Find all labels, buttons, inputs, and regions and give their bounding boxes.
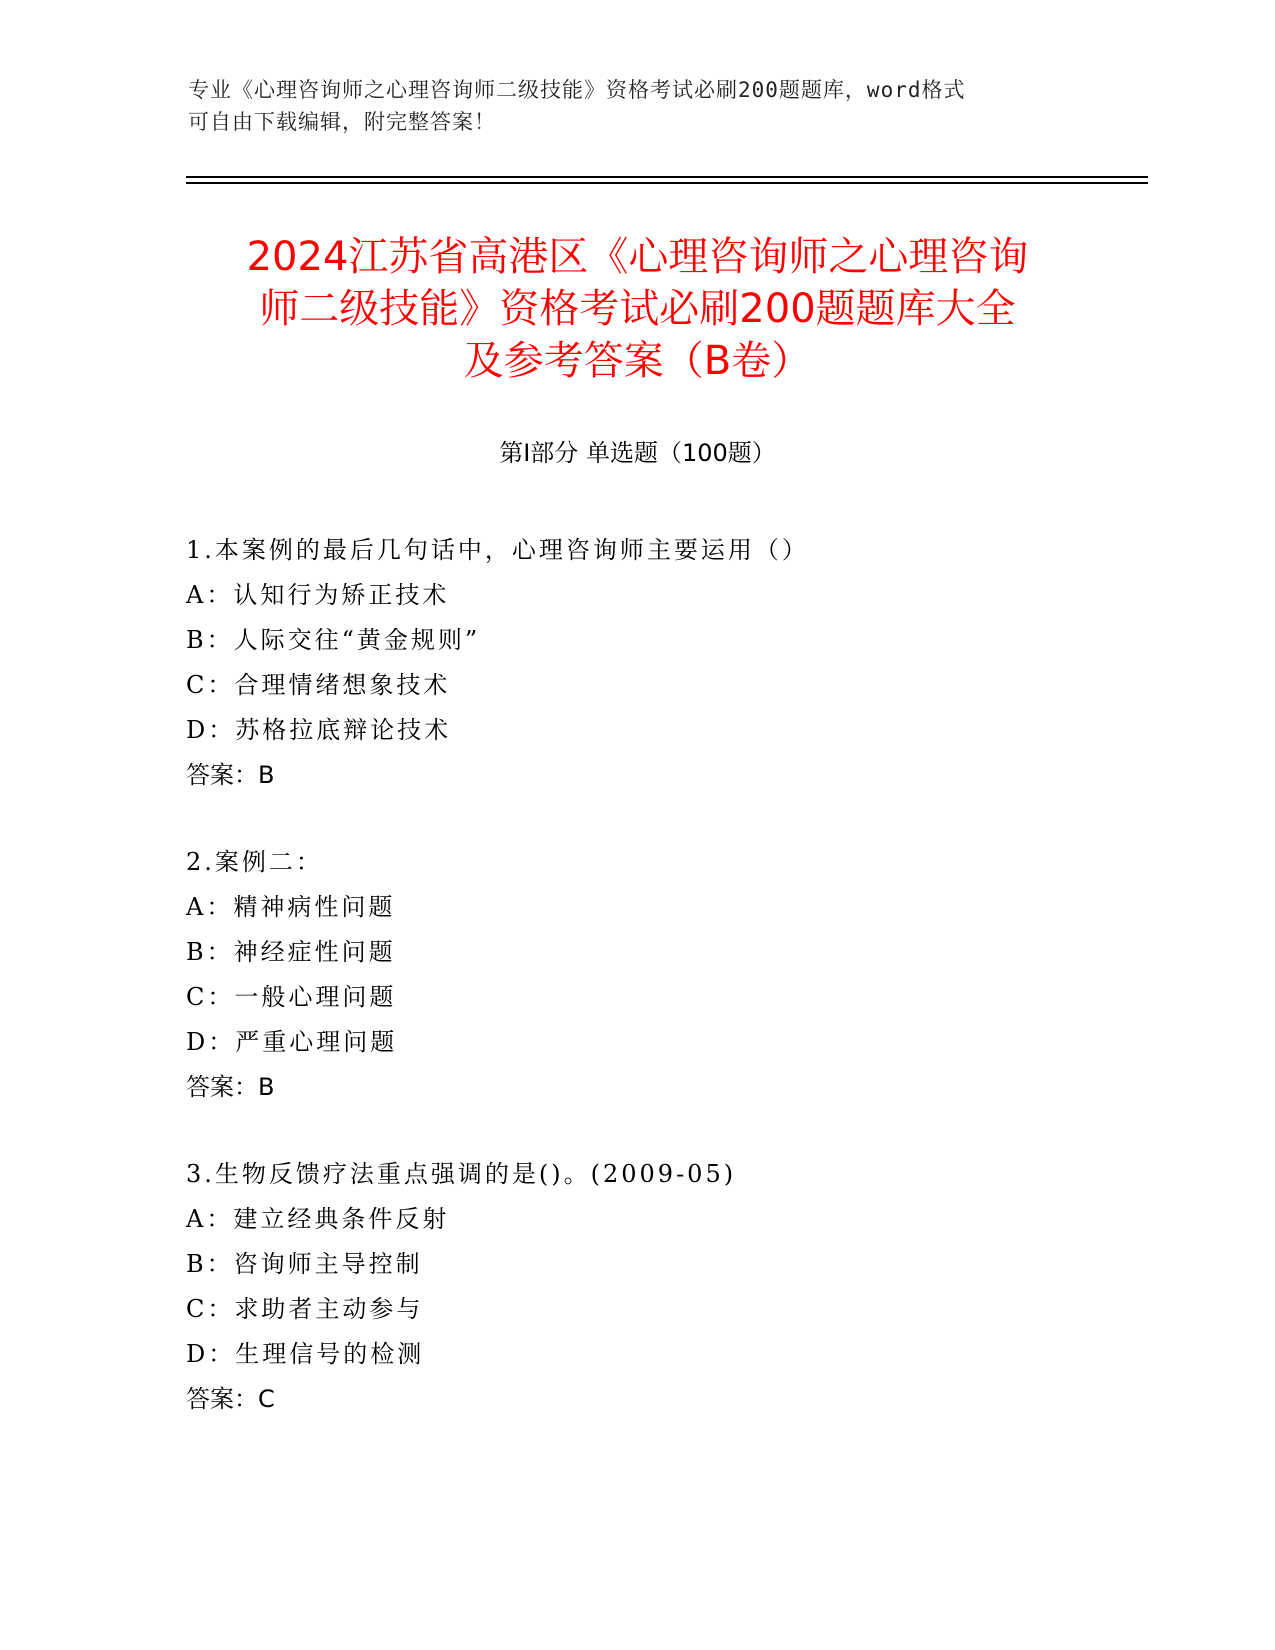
title-line-2: 师二级技能》资格考试必刷200题题库大全 <box>259 286 1016 332</box>
header-note-line-2: 可自由下载编辑，附完整答案！ <box>188 110 496 134</box>
header-divider-top <box>186 176 1148 178</box>
question-list <box>186 528 1126 1464</box>
option-c: C：一般心理问题 <box>186 983 397 1011</box>
question-1 <box>186 528 1126 798</box>
question-2 <box>186 840 1126 1110</box>
option-d: D：严重心理问题 <box>186 1028 398 1056</box>
question-stem: 1.本案例的最后几句话中，心理咨询师主要运用（） <box>186 536 809 564</box>
header-divider-bottom <box>186 182 1148 184</box>
question-stem: 2.案例二： <box>186 848 323 876</box>
section-heading: 第Ⅰ部分 单选题（100题） <box>499 439 776 467</box>
document-title <box>170 231 1105 387</box>
option-b: B：人际交往“黄金规则” <box>186 626 481 654</box>
title-line-1: 2024江苏省高港区《心理咨询师之心理咨询 <box>246 234 1029 280</box>
option-d: D：生理信号的检测 <box>186 1340 425 1368</box>
option-a: A：认知行为矫正技术 <box>186 581 450 609</box>
option-a: A：精神病性问题 <box>186 893 396 921</box>
option-c: C：合理情绪想象技术 <box>186 671 451 699</box>
header-note-line-1: 专业《心理咨询师之心理咨询师二级技能》资格考试必刷200题题库，word格式 <box>188 78 966 102</box>
option-b: B：神经症性问题 <box>186 938 396 966</box>
option-a: A：建立经典条件反射 <box>186 1205 450 1233</box>
option-b: B：咨询师主导控制 <box>186 1250 423 1278</box>
question-stem: 3.生物反馈疗法重点强调的是()。(2009-05) <box>186 1160 737 1188</box>
answer: 答案：C <box>186 1385 275 1413</box>
answer: 答案：B <box>186 1073 275 1101</box>
document-header-note <box>188 74 1068 138</box>
title-line-3: 及参考答案（B卷） <box>463 338 812 384</box>
option-d: D：苏格拉底辩论技术 <box>186 716 452 744</box>
question-3 <box>186 1152 1126 1422</box>
option-c: C：求助者主动参与 <box>186 1295 424 1323</box>
answer: 答案：B <box>186 761 275 789</box>
